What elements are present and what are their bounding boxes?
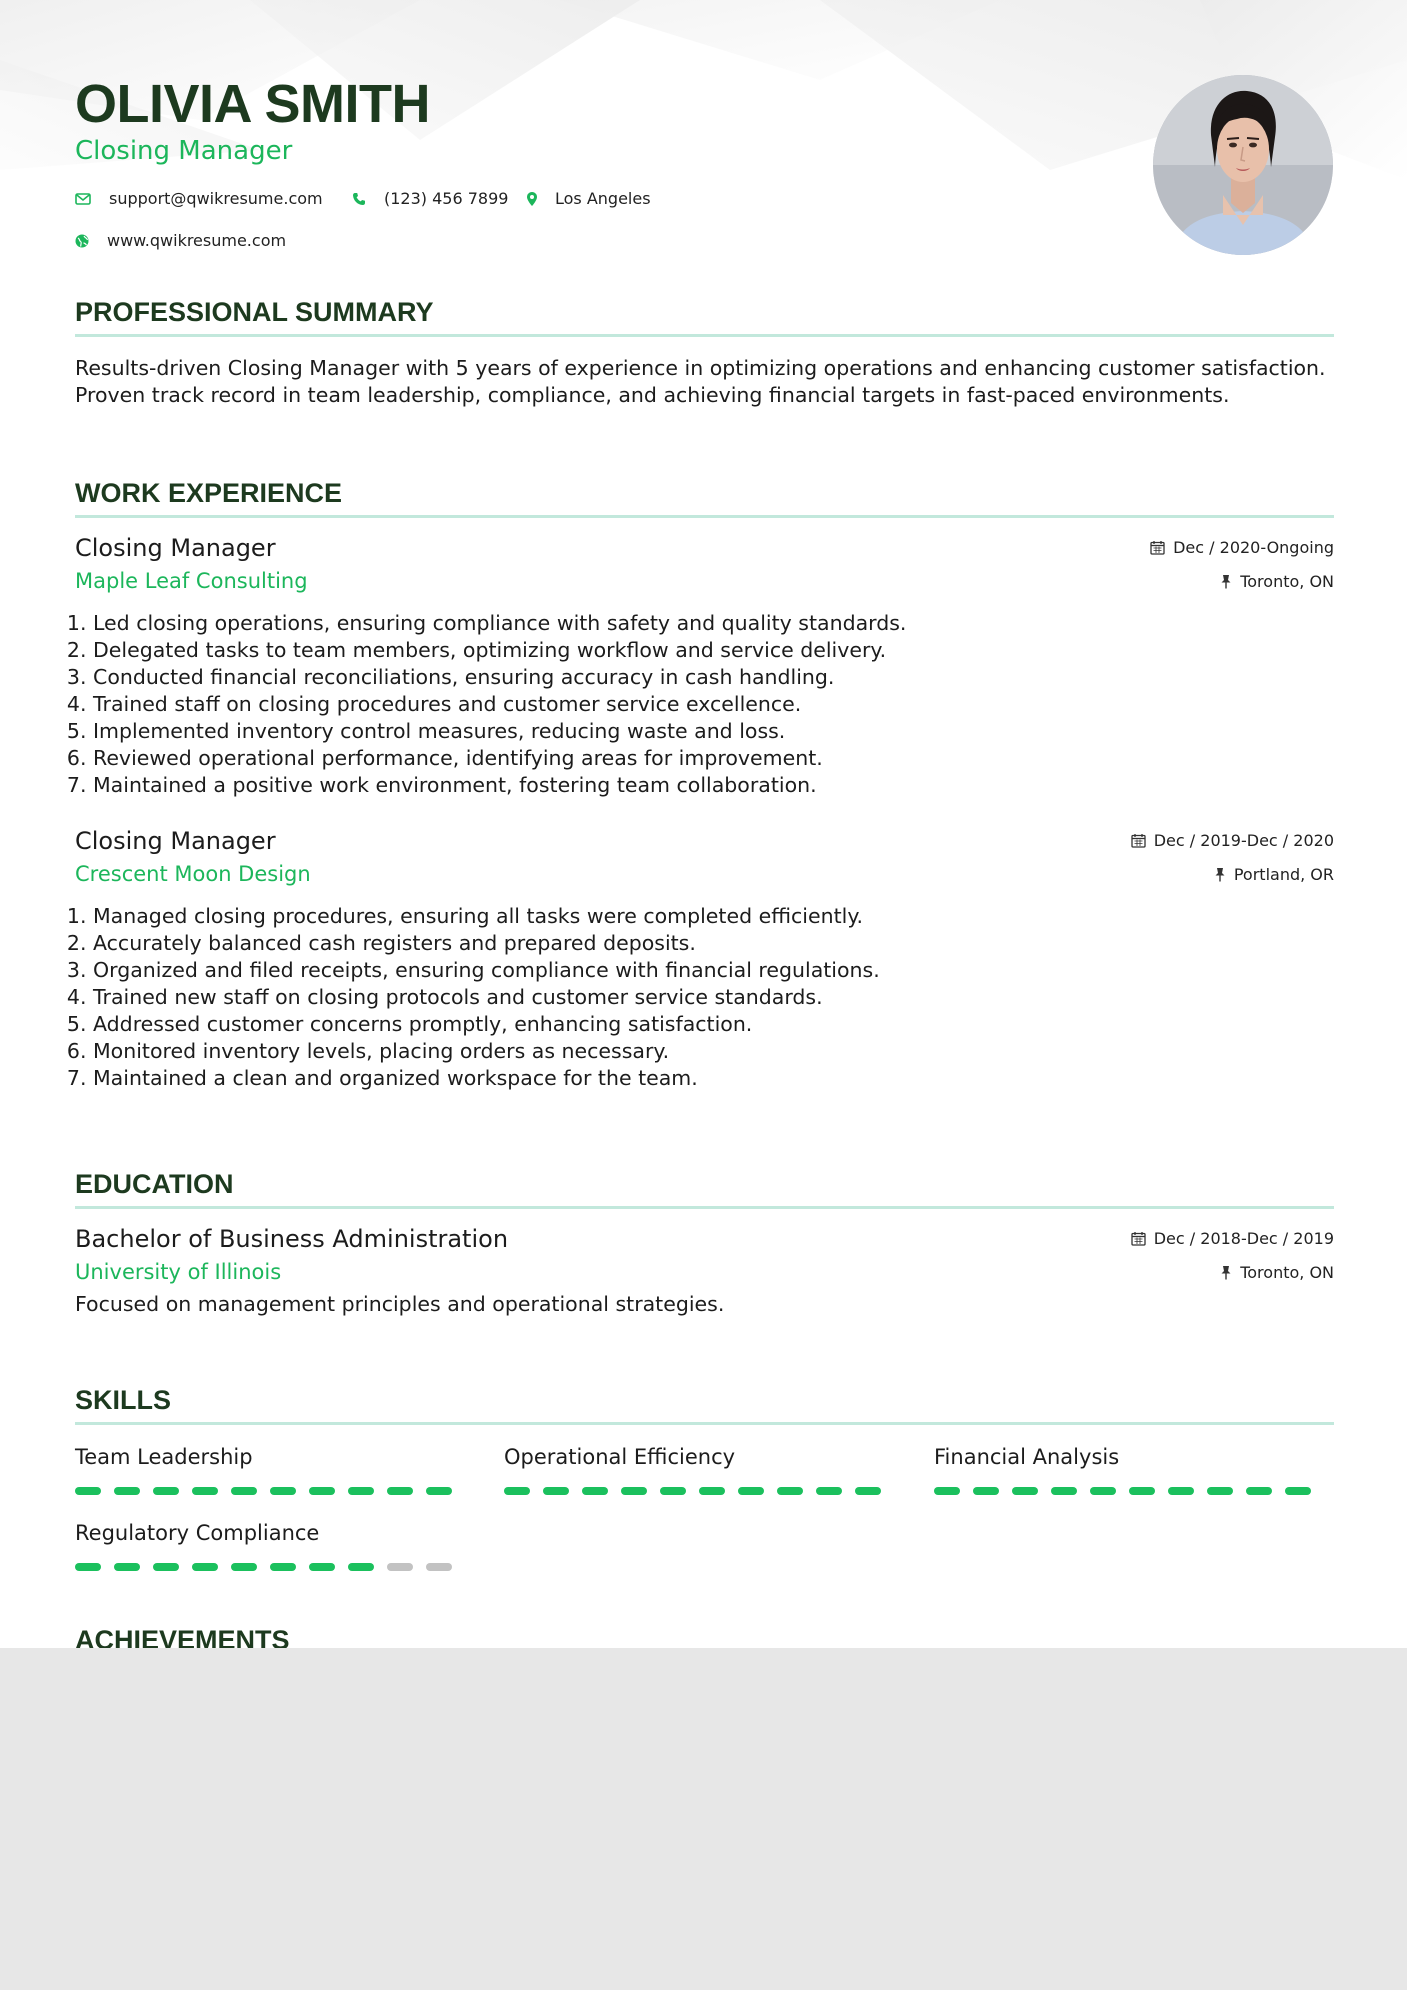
skill-segment-filled: [973, 1487, 999, 1495]
list-item: 6. Monitored inventory levels, placing orders as necessary.: [93, 1038, 1334, 1065]
skill-segment-filled: [153, 1487, 179, 1495]
skill-segment-filled: [75, 1487, 101, 1495]
pushpin-icon: [1220, 1265, 1232, 1280]
achievements-section: [75, 1622, 1334, 1648]
skill-segment-filled: [582, 1487, 608, 1495]
job-dates-text: Dec / 2020-Ongoing: [1173, 537, 1334, 557]
summary-section: [75, 294, 1334, 409]
skill-item: [934, 1443, 1324, 1495]
skills-section: [75, 1382, 1334, 1603]
calendar-icon: [1131, 1231, 1146, 1246]
job-dates-text: Dec / 2019-Dec / 2020: [1153, 830, 1334, 850]
skill-segment-filled: [699, 1487, 725, 1495]
skill-segment-filled: [75, 1563, 101, 1571]
list-item: 7. Maintained a positive work environment, fostering team collaboration.: [93, 772, 1334, 799]
section-divider: [75, 334, 1334, 337]
skill-segment-filled: [855, 1487, 881, 1495]
education-dates-text: Dec / 2018-Dec / 2019: [1153, 1228, 1334, 1248]
list-item: 5. Addressed customer concerns promptly, enhancing satisfaction.: [93, 1011, 1334, 1038]
skill-segment-filled: [114, 1487, 140, 1495]
job-company: Maple Leaf Consulting: [75, 569, 308, 593]
envelope-icon: [75, 193, 91, 205]
email-text: support@qwikresume.com: [109, 189, 323, 208]
education-description: Focused on management principles and operational strategies.: [75, 1292, 725, 1316]
education-meta: [1131, 1227, 1334, 1283]
skill-segment-filled: [1129, 1487, 1155, 1495]
contact-email[interactable]: [75, 188, 323, 210]
job-meta: [1150, 536, 1334, 592]
education-dates: [1131, 1227, 1334, 1249]
skill-segment-filled: [231, 1563, 257, 1571]
skill-segment-filled: [387, 1487, 413, 1495]
skill-segment-filled: [192, 1563, 218, 1571]
skill-segment-filled: [816, 1487, 842, 1495]
location-text: Los Angeles: [555, 189, 651, 208]
section-divider: [75, 1206, 1334, 1209]
skill-segment-empty: [387, 1563, 413, 1571]
skill-meter: [934, 1487, 1324, 1495]
skill-segment-filled: [153, 1563, 179, 1571]
skill-segment-filled: [1168, 1487, 1194, 1495]
skill-segment-filled: [777, 1487, 803, 1495]
list-item: 4. Trained new staff on closing protocols and customer service standards.: [93, 984, 1334, 1011]
candidate-name: OLIVIA SMITH: [75, 74, 430, 134]
skill-segment-filled: [1285, 1487, 1311, 1495]
skill-segment-filled: [1207, 1487, 1233, 1495]
pushpin-icon: [1214, 867, 1226, 882]
skill-meter: [75, 1563, 465, 1571]
skill-segment-filled: [309, 1563, 335, 1571]
skill-segment-filled: [621, 1487, 647, 1495]
job-entry: [75, 825, 1334, 1092]
skill-item: [504, 1443, 894, 1495]
education-location: [1131, 1261, 1334, 1283]
list-item: 6. Reviewed operational performance, identifying areas for improvement.: [93, 745, 1334, 772]
job-meta: [1131, 829, 1334, 885]
skill-item: [75, 1443, 465, 1495]
skill-segment-filled: [348, 1563, 374, 1571]
resume-header: [75, 72, 1335, 272]
skill-segment-filled: [348, 1487, 374, 1495]
phone-text: (123) 456 7899: [384, 189, 509, 208]
skill-segment-filled: [426, 1487, 452, 1495]
list-item: 2. Delegated tasks to team members, optimizing workflow and service delivery.: [93, 637, 1334, 664]
job-location: [1131, 863, 1334, 885]
experience-section: [75, 475, 1334, 1092]
skills-grid: [75, 1443, 1334, 1603]
school-name: University of Illinois: [75, 1260, 282, 1284]
job-location-text: Toronto, ON: [1240, 571, 1334, 591]
job-location: [1150, 570, 1334, 592]
job-responsibilities: [75, 903, 1334, 1092]
degree-title: Bachelor of Business Administration: [75, 1225, 509, 1253]
education-location-text: Toronto, ON: [1240, 1262, 1334, 1282]
skill-meter: [504, 1487, 894, 1495]
education-section: [75, 1166, 1334, 1318]
skill-segment-filled: [1051, 1487, 1077, 1495]
skill-item: [75, 1519, 465, 1571]
skill-segment-filled: [504, 1487, 530, 1495]
skill-segment-empty: [426, 1563, 452, 1571]
skill-label: Operational Efficiency: [504, 1445, 736, 1469]
list-item: 5. Implemented inventory control measures, reducing waste and loss.: [93, 718, 1334, 745]
phone-icon: [352, 192, 366, 206]
skill-segment-filled: [1012, 1487, 1038, 1495]
contact-location: [527, 188, 651, 210]
job-responsibilities: [75, 610, 1334, 799]
contact-phone[interactable]: [352, 188, 508, 210]
globe-icon: [75, 234, 89, 248]
profile-photo: [1153, 75, 1333, 255]
portrait-illustration: [1153, 75, 1333, 255]
skill-meter: [75, 1487, 465, 1495]
list-item: 7. Maintained a clean and organized workspace for the team.: [93, 1065, 1334, 1092]
summary-text: Results-driven Closing Manager with 5 years of experience in optimizing operations and enhancing customer satisfaction. Proven track record in team leadership, compliance, and achieving financial targets in fast-paced environments.: [75, 356, 1326, 407]
summary-heading: PROFESSIONAL SUMMARY: [75, 297, 434, 327]
skill-segment-filled: [231, 1487, 257, 1495]
list-item: 3. Conducted financial reconciliations, ensuring accuracy in cash handling.: [93, 664, 1334, 691]
pushpin-icon: [1220, 574, 1232, 589]
skill-segment-filled: [738, 1487, 764, 1495]
achievements-heading: ACHIEVEMENTS: [75, 1625, 290, 1648]
education-entry: [75, 1223, 1334, 1318]
education-heading: EDUCATION: [75, 1169, 234, 1199]
job-entry: [75, 532, 1334, 799]
job-title: Closing Manager: [75, 827, 276, 855]
calendar-icon: [1150, 540, 1165, 555]
skill-segment-filled: [270, 1487, 296, 1495]
job-dates: [1150, 536, 1334, 558]
skill-segment-filled: [543, 1487, 569, 1495]
list-item: 2. Accurately balanced cash registers and prepared deposits.: [93, 930, 1334, 957]
job-dates: [1131, 829, 1334, 851]
job-location-text: Portland, OR: [1233, 864, 1334, 884]
list-item: 1. Led closing operations, ensuring compliance with safety and quality standards.: [93, 610, 1334, 637]
experience-heading: WORK EXPERIENCE: [75, 478, 343, 508]
skill-segment-filled: [1090, 1487, 1116, 1495]
skill-label: Regulatory Compliance: [75, 1521, 320, 1545]
map-marker-icon: [527, 192, 537, 206]
website-text: www.qwikresume.com: [107, 231, 287, 250]
contact-website[interactable]: [75, 230, 286, 252]
section-divider: [75, 1422, 1334, 1425]
candidate-title: Closing Manager: [75, 136, 293, 166]
list-item: 1. Managed closing procedures, ensuring all tasks were completed efficiently.: [93, 903, 1334, 930]
skills-heading: SKILLS: [75, 1385, 172, 1415]
skill-label: Financial Analysis: [934, 1445, 1120, 1469]
list-item: 3. Organized and filed receipts, ensuring compliance with financial regulations.: [93, 957, 1334, 984]
skill-segment-filled: [309, 1487, 335, 1495]
skill-segment-filled: [660, 1487, 686, 1495]
job-title: Closing Manager: [75, 534, 276, 562]
skill-segment-filled: [934, 1487, 960, 1495]
skill-segment-filled: [192, 1487, 218, 1495]
page-edge: [240, 1648, 1407, 1660]
calendar-icon: [1131, 833, 1146, 848]
skill-segment-filled: [1246, 1487, 1272, 1495]
skill-segment-filled: [270, 1563, 296, 1571]
skill-segment-filled: [114, 1563, 140, 1571]
skill-label: Team Leadership: [75, 1445, 253, 1469]
list-item: 4. Trained staff on closing procedures and customer service excellence.: [93, 691, 1334, 718]
job-company: Crescent Moon Design: [75, 862, 311, 886]
section-divider: [75, 515, 1334, 518]
